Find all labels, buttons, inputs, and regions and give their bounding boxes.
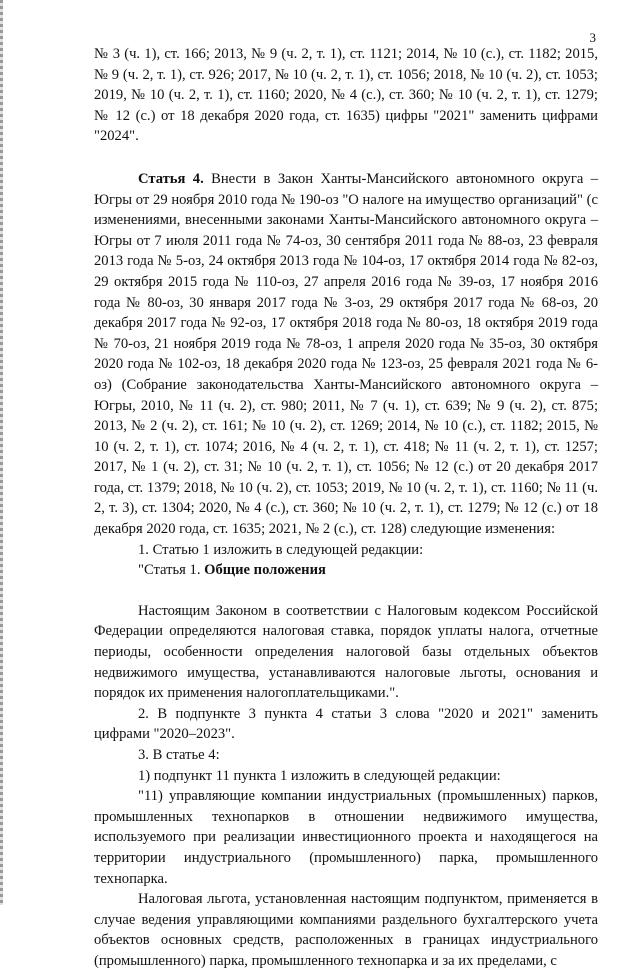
item-3-subpoint-1: 1) подпункт 11 пункта 1 изложить в следующей редакции: — [138, 767, 501, 784]
document-body — [94, 44, 598, 972]
article-4-paragraph — [94, 169, 598, 540]
continuation-paragraph: № 3 (ч. 1), ст. 166; 2013, № 9 (ч. 2, т. 1), ст. 1121; 2014, № 10 (с.), ст. 1182; 2015, № 9 (ч. 2, т. 1), ст. 926; 2017, № 10 (ч. 2, т. 1), ст. 1056; 2018, № 10 (ч. 2), ст. 1053; 2019, № 10 (ч. 2, т. 1), ст. 1160; 2020, № 4 (с.), ст. 360; № 10 (ч. 2, т. 1), ст. 1279; № 12 (с.) от 18 декабря 2020 года, ст. 1635) цифры "2021" заменить цифрами "2024". — [94, 46, 598, 145]
article-1-text: Настоящим Законом в соответствии с Налоговым кодексом Российской Федерации определяются налоговая ставка, порядок уплаты налога, отчетные периоды, особенности определения налоговой базы отдельных объектов недвижимого имущества, устанавливаются налоговые льготы, основания и порядок их применения налогоплательщиками.". — [94, 602, 598, 702]
quoted-article-1-heading — [94, 560, 598, 581]
quoted-article-prefix: "Статья 1. — [138, 562, 205, 579]
item-1: 1. Статью 1 изложить в следующей редакции: — [138, 541, 424, 558]
article-4-heading: Статья 4. — [138, 170, 204, 187]
tax-benefit-paragraph: Налоговая льгота, установленная настоящим подпунктом, применяется в случае ведения управляющими компаниями раздельного бухгалтерского учета объектов основных средств, расположенных в границах индустриального (промышленного) парка, промышленного технопарка и за их пределами, с — [94, 891, 598, 969]
article-4-text: Внести в Закон Ханты-Мансийского автономного округа – Югры от 29 ноября 2010 года № 190-оз "О налоге на имущество организаций" (с изменениями, внесенными законами Ханты-Мансийского автономного округа – Югры от 7 июля 2011 года № 74-оз, 30 сентября 2011 года № 88-оз, 23 февраля 2013 года № 5-оз, 24 октября 2013 года № 104-оз, 17 октября 2014 года № 82-оз, 29 октября 2015 года № 110-оз, 27 апреля 2016 года № 39-оз, 17 ноября 2016 года № 80-оз, 30 января 2017 года № 3-оз, 29 октября 2017 года № 68-оз, 20 декабря 2017 года № 92-оз, 17 октября 2018 года № 80-оз, 18 октября 2019 года № 70-оз, 21 ноября 2019 года № 78-оз, 1 апреля 2020 года № 35-оз, 30 октября 2020 года № 102-оз, 18 декабря 2020 года № 123-оз, 25 февраля 2021 года № 6-оз) (Собрание законодательства Ханты-Мансийского автономного округа – Югры, 2010, № 11 (ч. 2), ст. 980; 2011, № 7 (ч. 1), ст. 639; № 9 (ч. 2), ст. 875; 2013, № 2 (ч. 2), ст. 161; № 10 (ч. 2), ст. 1269; 2014, № 10 (с.), ст. 1182; 2015, № 10 (ч. 2, т. 1), ст. 1074; 2016, № 4 (ч. 2, т. 1), ст. 418; № 11 (ч. 2, т. 1), ст. 1257; 2017, № 1 (ч. 2), ст. 31; № 10 (ч. 2, т. 1), ст. 1056; № 12 (с.) от 20 декабря 2017 года, ст. 1379; 2018, № 10 (ч. 2), ст. 1053; 2019, № 10 (ч. 2, т. 1), ст. 1160; № 11 (ч. 2, т. 3), ст. 1304; 2020, № 4 (с.), ст. 360; № 10 (ч. 2, т. 1), ст. 1279; № 12 (с.) от 18 декабря 2020 года, ст. 1635; 2021, № 2 (с.), ст. 128) следующие изменения: — [94, 170, 598, 538]
page-number: 3 — [589, 30, 596, 45]
item-2: 2. В подпункте 3 пункта 4 статьи 3 слова "2020 и 2021" заменить цифрами "2020–2023". — [94, 705, 598, 743]
subpoint-11-text: "11) управляющие компании индустриальных (промышленных) парков, промышленных технопарков в отношении недвижимого имущества, используемого при реализации инвестиционного проекта и находящегося на территории индустриального (промышленного) парка, промышленного технопарка. — [94, 788, 598, 887]
item-3: 3. В статье 4: — [138, 747, 220, 763]
quoted-article-title: Общие положения — [204, 562, 326, 579]
scan-edge — [0, 0, 3, 905]
